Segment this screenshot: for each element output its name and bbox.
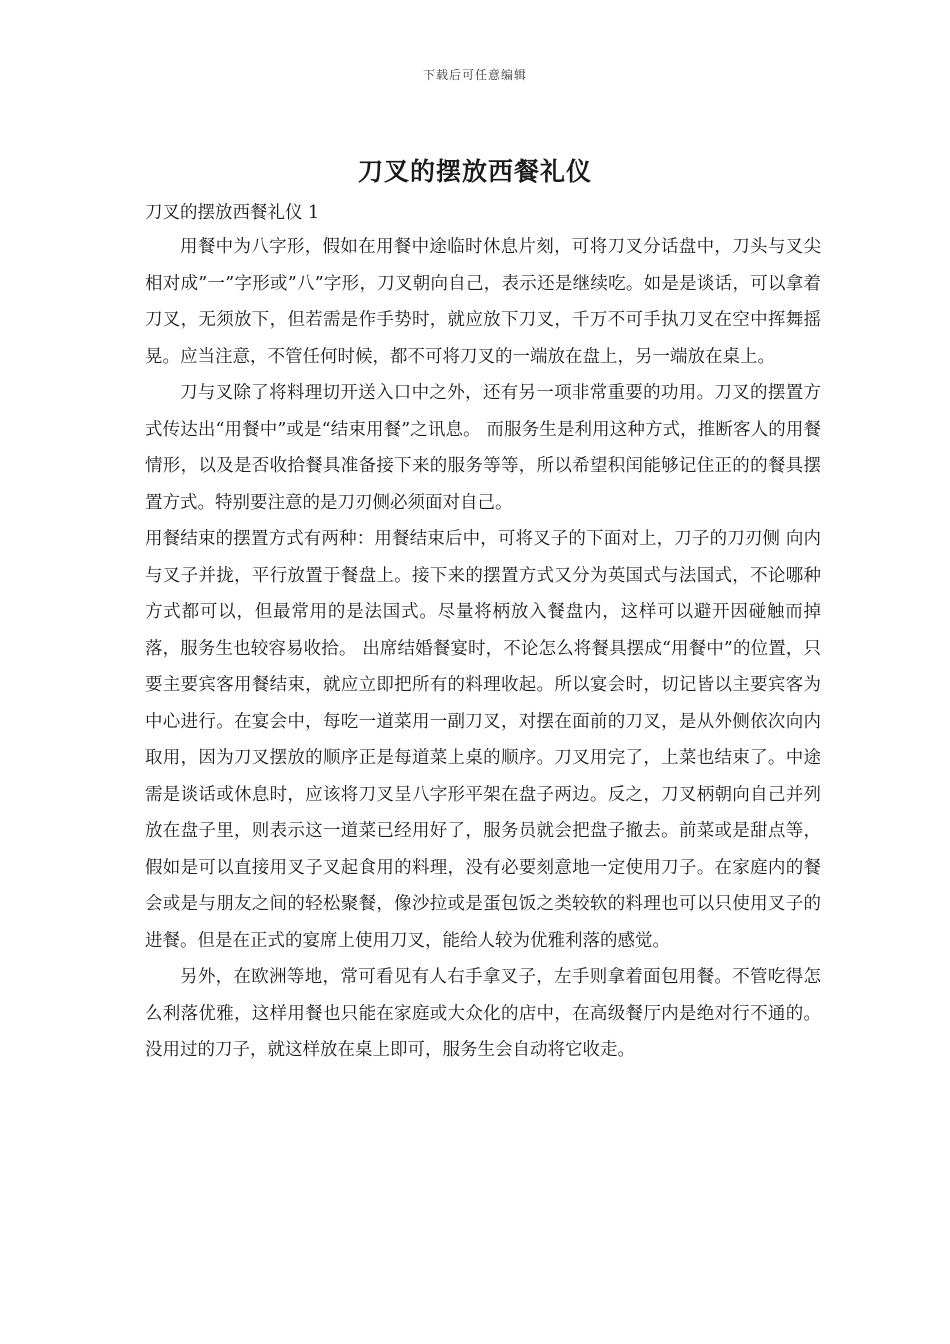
paragraph-1: 用餐中为八字形，假如在用餐中途临时休息片刻，可将刀叉分话盘中，刀头与叉尖相对成”一”字形或”八”字形，刀叉朝向自己，表示还是继续吃。如是是谈话，可以拿着刀叉，无须放下，但若需是作手势时，就应放下刀叉，千万不可手执刀叉在空中挥舞摇晃。应当注意，不管任何时候，都不可将刀叉的一端放在盘上，另一端放在桌上。 <box>145 237 821 367</box>
paragraph-4: 另外，在欧洲等地，常可看见有人右手拿叉子，左手则拿着面包用餐。不管吃得怎么利落优雅，这样用餐也只能在家庭或大众化的店中，在高级餐厅内是绝对行不通的。 没用过的刀子，就这样放在桌上即可，服务生会自动将它收走。 <box>145 967 821 1060</box>
paragraph-3: 用餐结束的摆置方式有两种：用餐结束后中，可将叉子的下面对上，刀子的刀刃侧 向内与叉子并拢，平行放置于餐盘上。接下来的摆置方式又分为英国式与法国式，不论哪种方式都可以，但最常用的是法国式。尽量将柄放入餐盘内，这样可以避开因碰触而掉落，服务生也较容易收拾。 出席结婚餐宴时，不论怎么将餐具摆成“用餐中”的位置，只要主要宾客用餐结束，就应立即把所有的料理收起。所以宴会时，切记皆以主要宾客为中心进行。在宴会中，每吃一道菜用一副刀叉，对摆在面前的刀叉，是从外侧依次向内取用，因为刀叉摆放的顺序正是每道菜上桌的顺序。刀叉用完了，上菜也结束了。中途需是谈话或休息时，应该将刀叉呈八字形平架在盘子两边。反之，刀叉柄朝向自己并列放在盘子里，则表示这一道菜已经用好了，服务员就会把盘子撤去。前菜或是甜点等，假如是可以直接用叉子叉起食用的料理，没有必要刻意地一定使用刀子。在家庭内的餐会或是与朋友之间的轻松聚餐，像沙拉或是蛋包饭之类较软的料理也可以只使用叉子的进餐。但是在正式的宴席上使用刀叉，能给人较为优雅利落的感觉。 <box>145 529 821 951</box>
page-title: 刀叉的摆放西餐礼仪 <box>357 157 592 186</box>
section-subtitle: 刀叉的摆放西餐礼仪 1 <box>145 203 320 223</box>
header-note: 下载后可任意编辑 <box>422 68 527 82</box>
paragraph-2: 刀与叉除了将料理切开送入口中之外，还有另一项非常重要的功用。刀叉的摆置方式传达出“用餐中”或是“结束用餐”之讯息。 而服务生是利用这种方式，推断客人的用餐情形，以及是否收拾餐具准备接下来的服务等等，所以希望积闰能够记住正的的餐具摆置方式。特别要注意的是刀刃侧必须面对自己。 <box>145 383 821 513</box>
document-body <box>145 197 821 1069</box>
